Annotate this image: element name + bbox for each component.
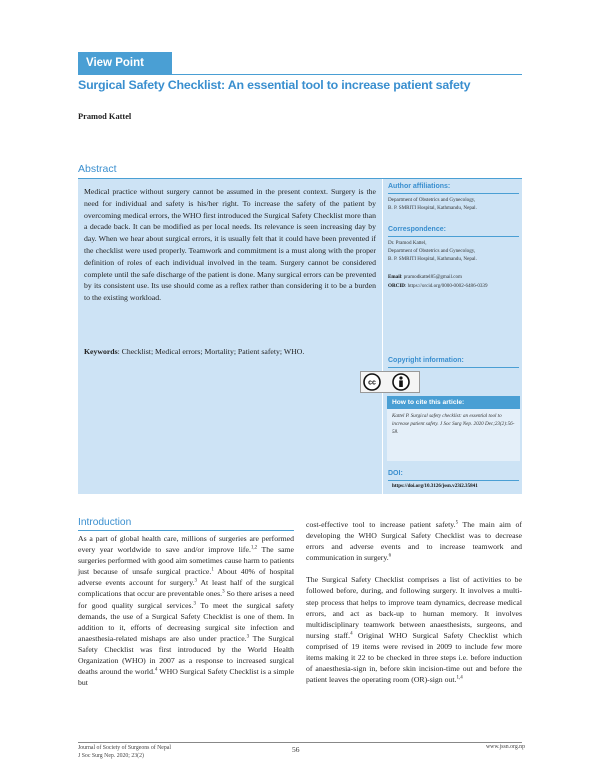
copyright-rule [388, 367, 519, 368]
correspondence-rule [388, 236, 519, 237]
email-link[interactable]: : pramodkattel85@gmail.com [401, 274, 463, 280]
keywords-list: : Checklist; Medical errors; Mortality; Patient safety; WHO. [117, 347, 305, 356]
footer-journal: Journal of Society of Surgeons of Nepal J Soc Surg Nep. 2020; 23(2) [78, 745, 171, 759]
orcid-link[interactable]: : https://orcid.org/0000-0002-6486-0339 [404, 283, 488, 289]
introduction-heading: Introduction [78, 517, 132, 528]
doi-rule [388, 480, 519, 481]
article-title: Surgical Safety Checklist: An essential tool to increase patient safety [78, 78, 471, 92]
introduction-rule [78, 530, 294, 531]
orcid-line: ORCID: https://orcid.org/0000-0002-6486-0339 [388, 283, 488, 289]
copyright-heading: Copyright information: [388, 357, 464, 364]
correspondence-text: Dr. Pramod Kattel, Department of Obstetrics and Gynecology, B. P. SMRITI Hospital, Kathmandu, Nepal. [388, 240, 477, 262]
cc-icon [364, 374, 380, 390]
section-label: View Point [78, 52, 172, 74]
affiliations-rule [388, 193, 519, 194]
abstract-body: Medical practice without surgery cannot be assumed in the present context. Surgery is the need for individual and safety is his/her right. To increase the safety of the patient by overcoming medical errors, the WHO first introduced the Surgical Safety Checklist more than a decade back. It can be modified as per local needs. Its relevance is seen increasing day by day. When we hear about surgical errors, it is usually felt that it could have been prevented if the checklist were used properly. Teamwork and commitment is a must along with the proper definition of roles of each individual involved in the team. Surgery cannot be considered complete until the safe discharge of the patient is done. Many surgical errors can be prevented by its consistent use. Its use should come as a reflex rather than considering it to be a burden to the existing workload. [84, 187, 376, 303]
cc-license-badge[interactable] [360, 371, 420, 393]
affiliations-text: Department of Obstetrics and Gynecology, B. P. SMRITI Hospital, Kathmandu, Nepal. [388, 197, 477, 211]
attribution-icon [393, 374, 409, 390]
abstract-heading: Abstract [78, 163, 117, 175]
footer-rule [78, 742, 522, 743]
citation-text: Kattel P. Surgical safety checklist: an essential tool to increase patient safety. J Soc Surg Nep. 2020 Dec;23(2):56-58. [392, 413, 515, 435]
correspondence-heading: Correspondence: [388, 226, 446, 233]
intro-column-1: As a part of global health care, millions of surgeries are performed every year worldwide to save and/or improve life.$^{1,2}$ The same surgeries performed with good aim sometimes cause harm to patients just because of unsafe surgical practice.$^1$ About 40% of hospital adverse events account for surgery.$^3$ At least half of the surgical complications that occur are preventable ones.$^3$ So there arises a need for good quality surgical services.$^3$ To meet the surgical safety demands, the use of a Surgical Safety Checklist is one of them. In addition to it, efforts of decreasing surgical site infection and anaesthesia-related mishaps are also under practice.$^3$ The Surgical Safety Checklist was first introduced by the World Health Organization (WHO) in 2007 as a response to increased surgical deaths around the world.$^4$ WHO Surgical Safety Checklist is a simple but [78, 534, 295, 688]
cite-heading: How to cite this article: [387, 396, 520, 409]
email-line: Email: pramodkattel85@gmail.com [388, 274, 463, 280]
header-rule [78, 74, 522, 75]
svg-text:cc: cc [368, 379, 376, 387]
author-name: Pramod Kattel [78, 112, 132, 121]
doi-heading: DOI: [388, 470, 403, 477]
intro-column-2: cost-effective tool to increase patient safety.$^5$ The main aim of developing the WHO Surgical Safety Checklist was to decrease errors and adverse events and to increase teamwork and communication in surgery.$^6$ The Surgical Safety Checklist comprises a list of activities to be followed before, during, and following surgery. It involves a multi-step process that helps to improve team dynamics, decrease medical errors, and act as back-up to human memory. It involves multidisciplinary teamwork between anaesthesists, surgeons, and nursing staff.$^4$ Original WHO Surgical Safety Checklist which comprised of 19 items were revised in 2009 to include few more items making it 22 to be checked in three steps i.e. before induction of anaesthesia-sign in, before skin incision-time out and before the patient leaves the operating room (OR)-sign out.$^{1,4}$ [306, 520, 522, 685]
keywords [84, 347, 376, 356]
page-number: 56 [292, 745, 300, 754]
footer-website[interactable]: www.jssn.org.np [486, 744, 525, 750]
affiliations-heading: Author affiliations: [388, 183, 451, 190]
doi-link[interactable]: https://doi.org/10.3126/jssn.v23i2.35841 [392, 483, 478, 489]
keywords-label: Keywords [84, 347, 118, 356]
